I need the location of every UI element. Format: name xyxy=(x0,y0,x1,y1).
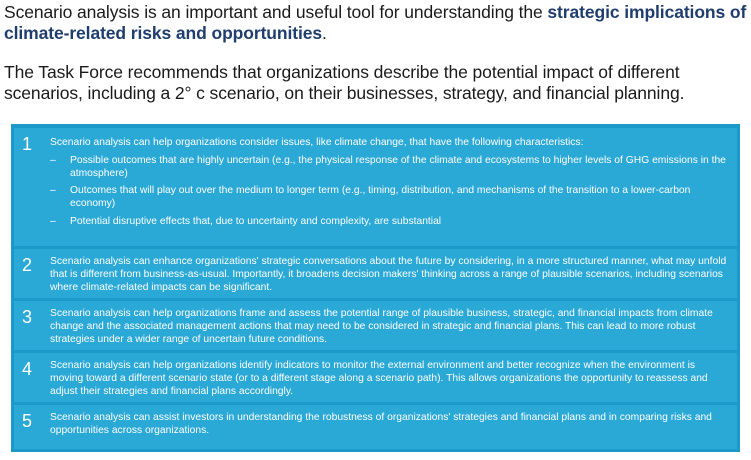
bullet-text: Outcomes that will play out over the medium to longer term (e.g., timing, distribution, and mechanisms of the transition to a lower-carbon economy) xyxy=(70,185,691,210)
list-item xyxy=(14,128,737,246)
bullet-text: Potential disruptive effects that, due to uncertainty and complexity, are substantial xyxy=(70,215,442,227)
bullet-item xyxy=(50,216,729,229)
item-bullet-list xyxy=(50,155,729,229)
list-item xyxy=(14,405,737,449)
item-text-block xyxy=(50,137,729,229)
item-number: 5 xyxy=(22,411,33,431)
item-number: 2 xyxy=(22,255,33,275)
bullet-item xyxy=(50,155,729,181)
list-item xyxy=(14,301,737,350)
item-text: Scenario analysis can help organizations identify indicators to monitor the external environment and better recognize when the environment is moving toward a different scenario state (or to a different stage along a scenario path). This allows organizations the opportunity to reassess and adjust their strategies and financial plans accordingly. xyxy=(50,360,708,397)
list-item xyxy=(14,353,737,402)
scenario-benefits-panel xyxy=(11,124,740,452)
item-text: Scenario analysis can help organizations consider issues, like climate change, that have the following characteristics: xyxy=(50,137,584,148)
intro-heading-emphasis: strategic implications of climate-related risks and opportunities xyxy=(4,2,747,43)
dash-marker: – xyxy=(50,154,56,166)
item-text: Scenario analysis can assist investors in understanding the robustness of organizations' strategies and financial plans and in comparing risks and opportunities across organizations. xyxy=(50,412,712,436)
bullet-item xyxy=(50,185,729,211)
intro-paragraph: The Task Force recommends that organizations describe the potential impact of different scenarios, including a 2° c scenario, on their businesses, strategy, and financial planning. xyxy=(4,62,685,103)
item-text: Scenario analysis can enhance organizations' strategic conversations about the future by considering, in a more structured manner, what may unfold that is different from business-as-usual. Importantly, it broadens decision makers' thinking across a range of plausible scenarios, including scenarios where climate-related impacts can be significant. xyxy=(50,256,727,293)
dash-marker: – xyxy=(50,185,56,197)
bullet-text: Possible outcomes that are highly uncertain (e.g., the physical response of the climate and ecosystems to higher levels of GHG emissions in the atmosphere) xyxy=(70,154,726,179)
item-number: 3 xyxy=(22,307,33,327)
intro-heading xyxy=(4,2,749,44)
intro-heading-text: Scenario analysis is an important and useful tool for understanding the xyxy=(4,2,548,22)
item-number: 1 xyxy=(22,134,33,154)
item-number: 4 xyxy=(22,359,33,379)
item-text: Scenario analysis can help organizations frame and assess the potential range of plausible business, strategic, and financial impacts from climate change and the associated management actions that may need to be considered in strategic and financial plans. This can lead to more robust strategies under a wider range of uncertain future conditions. xyxy=(50,308,713,345)
dash-marker: – xyxy=(50,215,56,227)
list-item xyxy=(14,249,737,298)
intro-heading-period: . xyxy=(322,23,327,43)
